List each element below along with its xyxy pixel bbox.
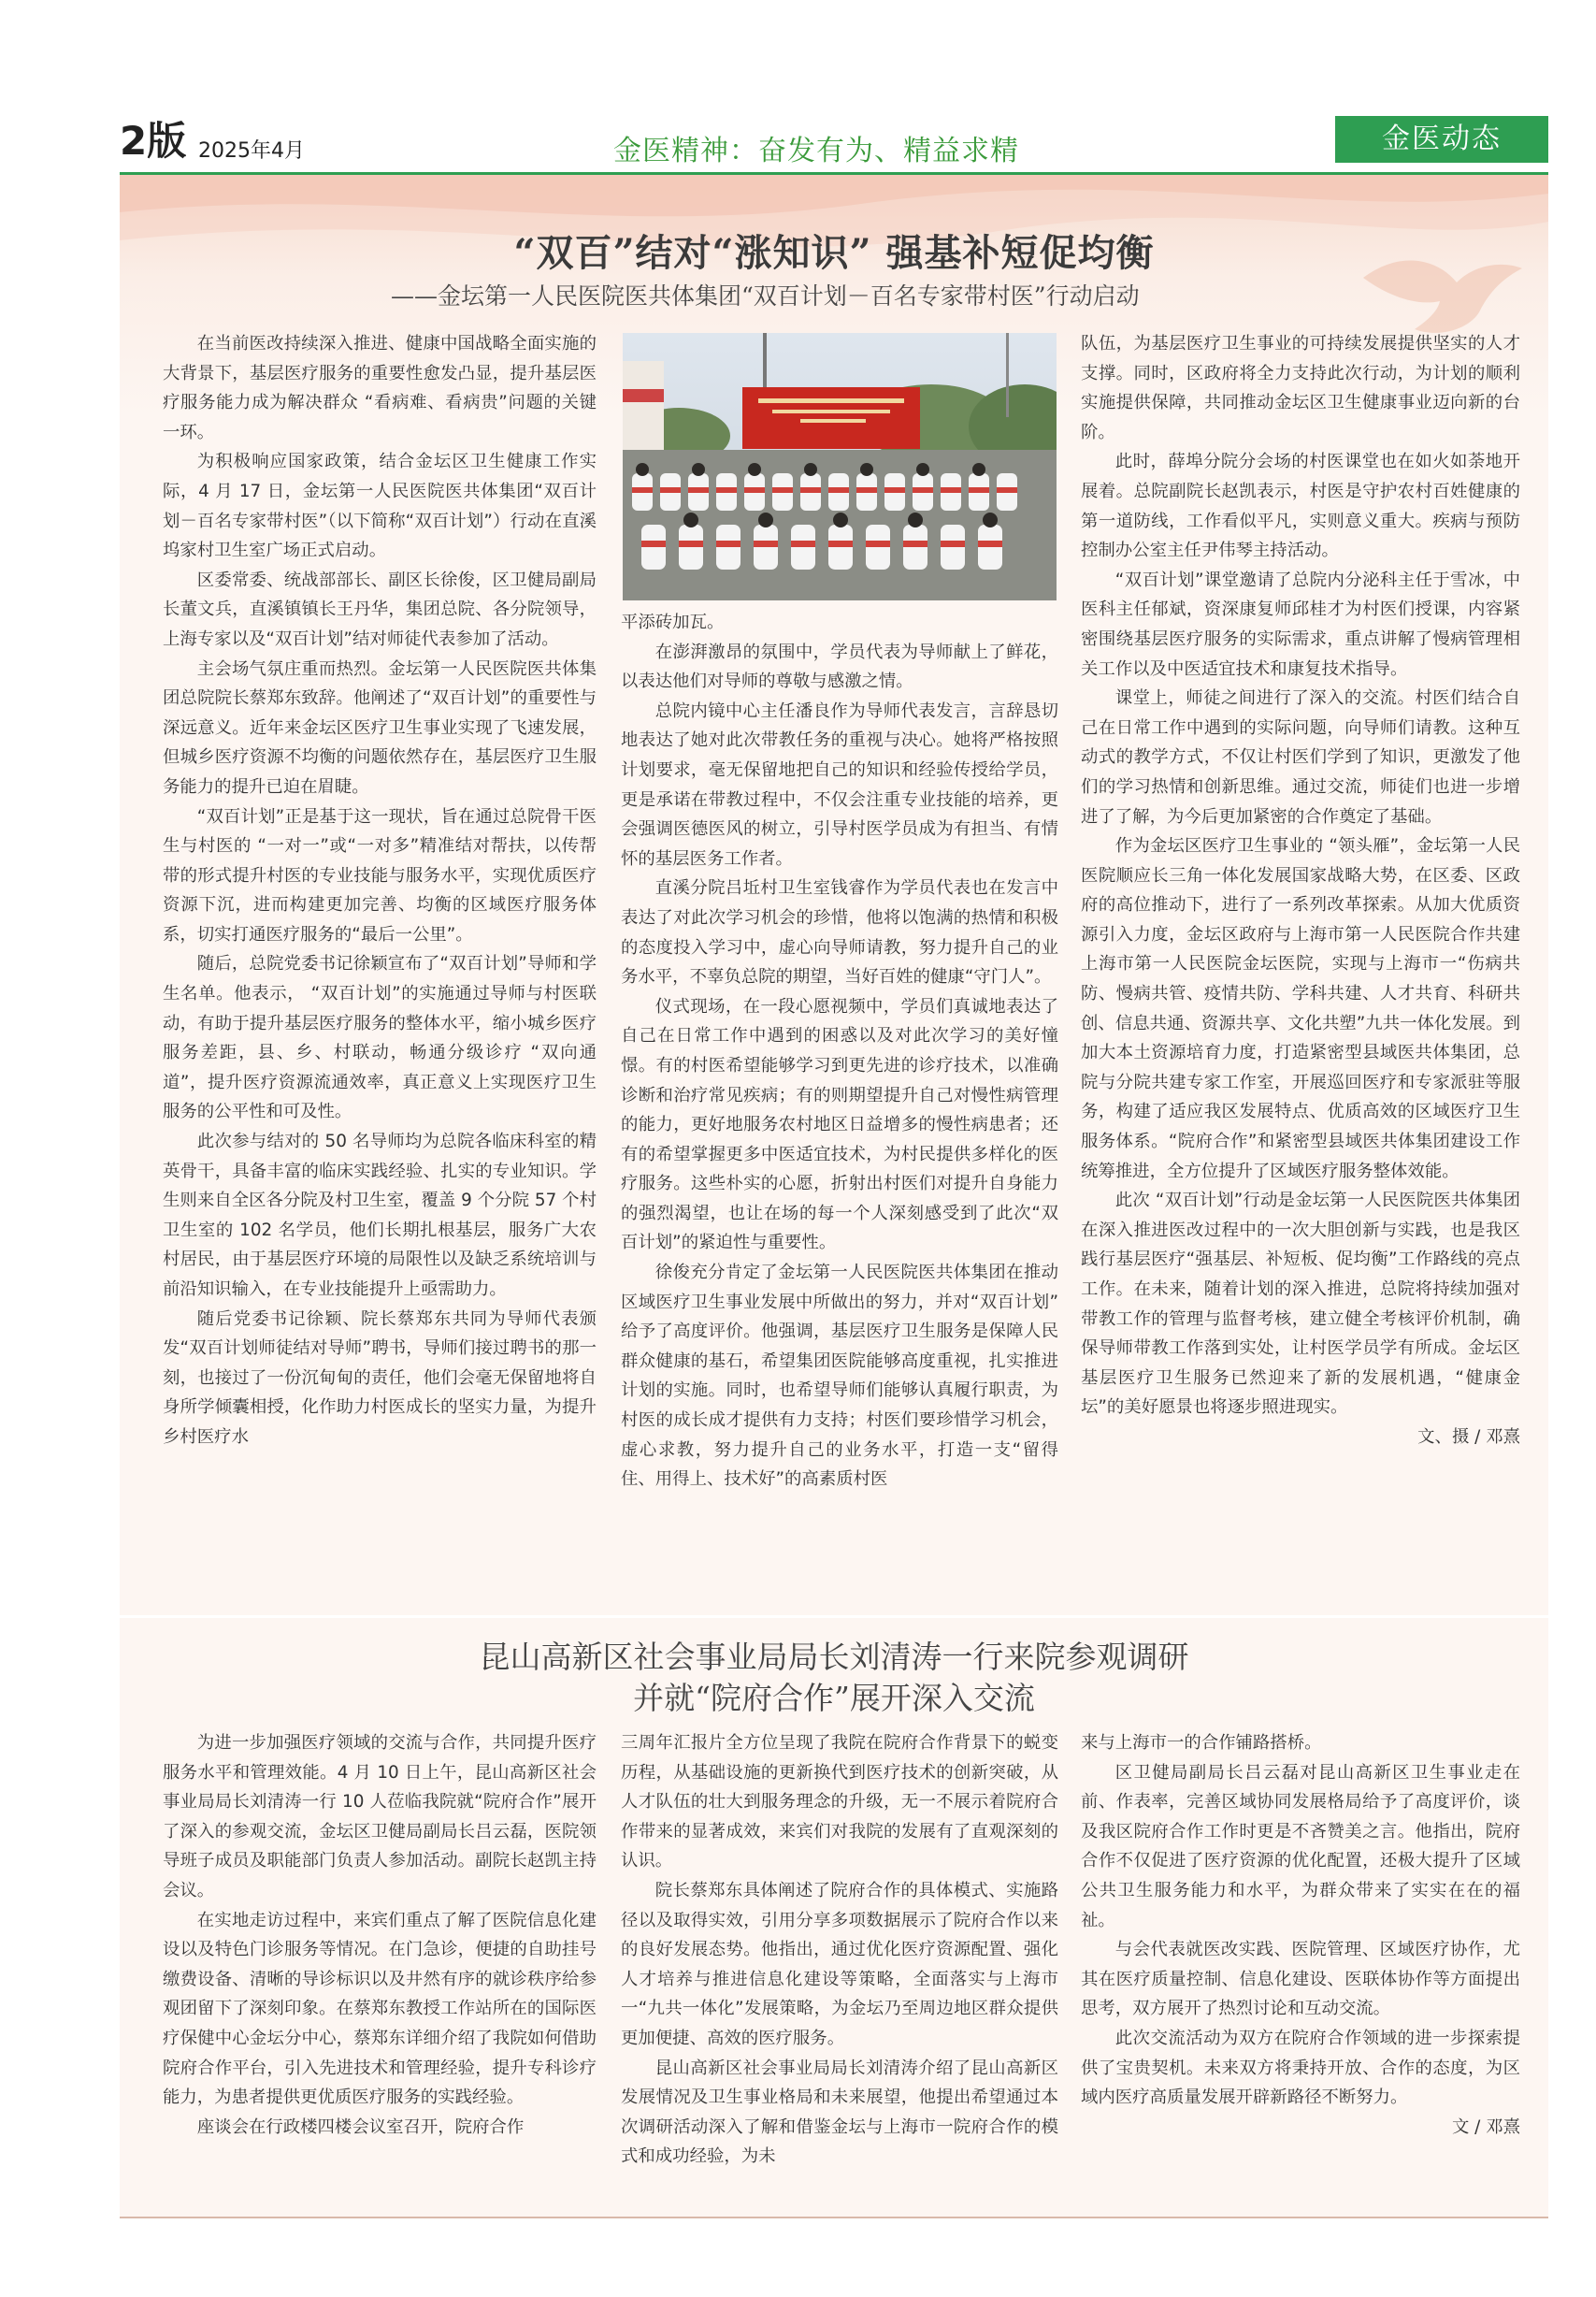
- page-number: 2版: [120, 118, 187, 164]
- paragraph: “双百计划”课堂邀请了总院内分泌科主任于雪冰，中医科主任郁斌，资深康复师邱桂才为村医们授课，内容紧密围绕基层医疗服务的实际需求，重点讲解了慢病管理相关工作以及中医适宜技术和康复技术指导。: [1081, 570, 1520, 679]
- paragraph: 仪式现场，在一段心愿视频中，学员们真诚地表达了自己在日常工作中遇到的困惑以及对此次学习的美好憧憬。有的村医希望能够学习到更先进的诊疗技术，以准确诊断和治疗常见疾病；有的则期望提升自己对慢性病管理的能力，更好地服务农村地区日益增多的慢性病患者；还有的希望掌握更多中医适宜技术，为村民提供多样化的医疗服务。这些朴实的心愿，折射出村医们对提升自身能力的强烈渴望，也让在场的每一个人深刻感受到了此次“双百计划”的紧迫性与重要性。: [621, 996, 1058, 1253]
- paragraph: 总院内镜中心主任潘良作为导师代表发言，言辞恳切地表达了她对此次带教任务的重视与决心。她将严格按照计划要求，毫无保留地把自己的知识和经验传授给学员，更是承诺在带教过程中，不仅会注重专业技能的培养，更会强调医德医风的树立，引导村医学员成为有担当、有情怀的基层医务工作者。: [621, 701, 1058, 869]
- paragraph: 座谈会在行政楼四楼会议室召开，院府合作: [196, 2116, 525, 2137]
- paragraph: 为进一步加强医疗领域的交流与合作，共同提升医疗服务水平和管理效能。4 月 10 日上午，昆山高新区社会事业局局长刘清涛一行 10 人莅临我院就“院府合作”展开了深入的参观交流，金坛区卫健局副局长吕云磊，医院领导班子成员及职能部门负责人参加活动。副院长赵凯主持会议。: [163, 1733, 597, 1900]
- paragraph: 来与上海市一的合作铺路搭桥。: [1081, 1733, 1322, 1753]
- paragraph: 此次参与结对的 50 名导师均为总院各临床科室的精英骨干，具备丰富的临床实践经验、扎实的专业知识。学生则来自全区各分院及村卫生室，覆盖 9 个分院 57 个村卫生室的 102 名学员，他们长期扎根基层，服务广大农村居民，由于基层医疗环境的局限性以及缺乏系统培训与前沿知识输入，在专业技能提升上亟需助力。: [163, 1132, 597, 1299]
- article-2-column-1: [163, 1728, 597, 2205]
- article-1: [120, 175, 1548, 1615]
- article-1-credit: 文、摄 / 邓熹: [1417, 1426, 1520, 1447]
- article-2-title: [120, 1637, 1548, 1719]
- article-1-subtitle: ——金坛第一人民医院医共体集团“双百计划－百名专家带村医”行动启动: [391, 282, 1140, 310]
- paragraph: 平添砖加瓦。: [621, 613, 725, 632]
- paragraph: 区委常委、统战部部长、副区长徐俊，区卫健局副局长董文兵，直溪镇镇长王丹华，集团总院、各分院领导，上海专家以及“双百计划”结对师徒代表参加了活动。: [163, 570, 597, 649]
- paragraph: 徐俊充分肯定了金坛第一人民医院医共体集团在推动区域医疗卫生事业发展中所做出的努力，并对“双百计划” 给予了高度评价。他强调，基层医疗卫生服务是保障人民群众健康的基石，希望集团医院能够高度重视，扎实推进计划的实施。同时，也希望导师们能够认真履行职责，为村医的成长成才提供有力支持；村医们要珍惜学习机会，虚心求教，努力提升自己的业务水平，打造一支“留得住、用得上、技术好”的高素质村医: [621, 1263, 1058, 1490]
- paragraph: 作为金坛区医疗卫生事业的 “领头雁”，金坛第一人民医院顺应长三角一体化发展国家战略大势，在区委、区政府的高位推动下，进行了一系列改革探索。从加大优质资源引入力度，金坛区政府与上海市第一人民医院合作共建上海市第一人民医院金坛医院，实现与上海市一“伤病共防、慢病共管、疫情共防、学科共建、人才共育、科研共创、信息共通、资源共享、文化共塑”九共一体化发展。到加大本土资源培育力度，打造紧密型县域医共体集团，总院与分院共建专家工作室，开展巡回医疗和专家派驻等服务，构建了适应我区发展特点、优质高效的区域医疗卫生服务体系。“院府合作”和紧密型县域医共体集团建设工作统筹推进，全方位提升了区域医疗服务整体效能。: [1081, 836, 1520, 1181]
- paragraph: 此次交流活动为双方在院府合作领域的进一步探索提供了宝贵契机。未来双方将秉持开放、合作的态度，为区域内医疗高质量发展开辟新路径不断努力。: [1081, 2028, 1520, 2108]
- article-1-column-2: [621, 608, 1058, 1596]
- article-1-column-3: [1081, 329, 1520, 1615]
- article-2: [120, 1618, 1548, 2217]
- paragraph: 区卫健局副局长吕云磊对昆山高新区卫生事业走在前、作表率，完善区域协同发展格局给予了高度评价，谈及我区院府合作工作时更是不吝赞美之言。他指出，院府合作不仅促进了医疗资源的优化配置，还极大提升了区域公共卫生服务能力和水平，为群众带来了实实在在的福祉。: [1081, 1762, 1520, 1930]
- paragraph: 与会代表就医改实践、医院管理、区域医疗协作，尤其在医疗质量控制、信息化建设、医联体协作等方面提出思考，双方展开了热烈讨论和互动交流。: [1081, 1940, 1520, 2019]
- paragraph: 昆山高新区社会事业局局长刘清涛介绍了昆山高新区发展情况及卫生事业格局和未来展望，他提出希望通过本次调研活动深入了解和借鉴金坛与上海市一院府合作的模式和成功经验，为未: [621, 2058, 1058, 2167]
- hospital-motto: 金医精神：奋发有为、精益求精: [613, 135, 1019, 167]
- paragraph: “双百计划”正是基于这一现状，旨在通过总院骨干医生与村医的 “一对一”或“一对多”精准结对帮扶，以传帮带的形式提升村医的专业技能与服务水平，实现优质医疗资源下沉，进而构建更加完善、均衡的区域医疗服务体系，切实打通医疗服务的“最后一公里”。: [163, 806, 597, 945]
- article-2-title-line-2: 并就“院府合作”展开深入交流: [633, 1680, 1035, 1716]
- paragraph: 直溪分院吕坵村卫生室钱睿作为学员代表也在发言中表达了对此次学习机会的珍惜，他将以饱满的热情和积极的态度投入学习中，虚心向导师请教，努力提升自己的业务水平，不辜负总院的期望，当好百姓的健康“守门人”。: [621, 878, 1058, 988]
- article-2-credit: 文 / 邓熹: [1451, 2116, 1520, 2137]
- bottom-divider: [120, 2217, 1548, 2218]
- article-2-title-line-1: 昆山高新区社会事业局局长刘清涛一行来院参观调研: [479, 1639, 1189, 1675]
- article-2-column-2: [621, 1728, 1058, 2205]
- paragraph: 此次 “双百计划”行动是金坛第一人民医院医共体集团在深入推进医改过程中的一次大胆创新与实践，也是我区践行基层医疗“强基层、补短板、促均衡”工作路线的亮点工作。在未来，随着计划的深入推进，总院将持续加强对带教工作的管理与监督考核，建立健全考核评价机制，确保导师带教工作落到实处，让村医学员学有所成。金坛区基层医疗卫生服务已然迎来了新的发展机遇，“健康金坛”的美好愿景也将逐步照进现实。: [1081, 1191, 1520, 1418]
- paragraph: 队伍，为基层医疗卫生事业的可持续发展提供坚实的人才支撑。同时，区政府将全力支持此次行动，为计划的顺利实施提供保障，共同推动金坛区卫生健康事业迈向新的台阶。: [1081, 334, 1520, 442]
- article-1-column-1: [163, 329, 597, 1596]
- paragraph: 院长蔡郑东具体阐述了院府合作的具体模式、实施路径以及取得实效，引用分享多项数据展示了院府合作以来的良好发展态势。他指出，通过优化医疗资源配置、强化人才培养与推进信息化建设等策略，全面落实与上海市一“九共一体化”发展策略，为金坛乃至周边地区群众提供更加便捷、高效的医疗服务。: [621, 1880, 1058, 2048]
- paragraph: 随后党委书记徐颖、院长蔡郑东共同为导师代表颁发“双百计划师徒结对导师”聘书，导师们接过聘书的那一刻，也接过了一份沉甸甸的责任，他们会毫无保留地将自身所学倾囊相授，化作助力村医成长的坚实力量，为提升乡村医疗水: [163, 1308, 597, 1447]
- paragraph: 为积极响应国家政策，结合金坛区卫生健康工作实际，4 月 17 日，金坛第一人民医院医共体集团“双百计划－百名专家带村医”（以下简称“双百计划”）行动在直溪坞家村卫生室广场正式启动。: [163, 452, 597, 561]
- issue-date: 2025年4月: [198, 139, 305, 163]
- paragraph: 三周年汇报片全方位呈现了我院在院府合作背景下的蜕变历程，从基础设施的更新换代到医疗技术的创新突破，从人才队伍的壮大到服务理念的升级，无一不展示着院府合作带来的显著成效，来宾们对我院的发展有了直观深刻的认识。: [621, 1733, 1058, 1871]
- article-1-title: “双百”结对“涨知识” 强基补短促均衡: [513, 231, 1155, 275]
- event-photo: [623, 333, 1057, 600]
- section-label: 金医动态: [1335, 116, 1548, 163]
- paragraph: 在当前医改持续深入推进、健康中国战略全面实施的大背景下，基层医疗服务的重要性愈发凸显，提升基层医疗服务能力成为解决群众 “看病难、看病贵”问题的关键一环。: [163, 334, 597, 442]
- article-2-column-3: [1081, 1728, 1520, 2205]
- paragraph: 在实地走访过程中，来宾们重点了解了医院信息化建设以及特色门诊服务等情况。在门急诊，便捷的自助挂号缴费设备、清晰的导诊标识以及井然有序的就诊秩序给参观团留下了深刻印象。在蔡郑东教授工作站所在的国际医疗保健中心金坛分中心，蔡郑东详细介绍了我院如何借助院府合作平台，引入先进技术和管理经验，提升专科诊疗能力，为患者提供更优质医疗服务的实践经验。: [163, 1910, 597, 2108]
- ceremony-photo-image: [623, 333, 1057, 600]
- masthead: [120, 116, 1548, 170]
- paragraph: 此时，薛埠分院分会场的村医课堂也在如火如荼地开展着。总院副院长赵凯表示，村医是守护农村百姓健康的第一道防线，工作看似平凡，实则意义重大。疾病与预防控制办公室主任尹伟琴主持活动。: [1081, 452, 1520, 561]
- paragraph: 课堂上，师徒之间进行了深入的交流。村医们结合自己在日常工作中遇到的实际问题，向导师们请教。这种互动式的教学方式，不仅让村医们学到了知识，更激发了他们的学习热情和创新思维。通过交流，师徒们也进一步增进了了解，为今后更加紧密的合作奠定了基础。: [1081, 688, 1520, 827]
- paragraph: 在澎湃激昂的氛围中，学员代表为导师献上了鲜花，以表达他们对导师的尊敬与感激之情。: [621, 642, 1058, 692]
- paragraph: 主会场气氛庄重而热烈。金坛第一人民医院医共体集团总院院长蔡郑东致辞。他阐述了“双百计划”的重要性与深远意义。近年来金坛区医疗卫生事业实现了飞速发展，但城乡医疗资源不均衡的问题依然存在，基层医疗卫生服务能力的提升已迫在眉睫。: [163, 658, 597, 797]
- paragraph: 随后，总院党委书记徐颖宣布了“双百计划”导师和学生名单。他表示， “双百计划”的实施通过导师与村医联动，有助于提升基层医疗服务的整体水平，缩小城乡医疗服务差距，县、乡、村联动，畅通分级诊疗 “双向通道”，提升医疗资源流通效率，真正意义上实现医疗卫生服务的公平性和可及性。: [163, 954, 597, 1122]
